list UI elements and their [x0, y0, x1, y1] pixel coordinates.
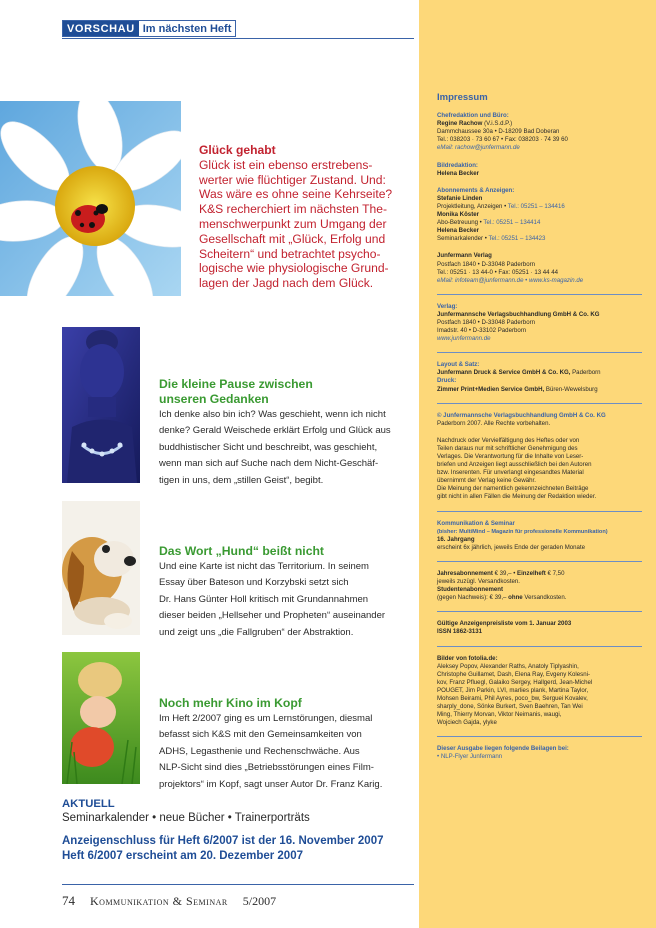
contact-role: Projektleitung, Anzeigen • — [437, 202, 508, 210]
section-tag: VORSCHAU — [63, 21, 139, 36]
article-line: ADHS, Legasthenie und Rechenschwäche. Aus — [159, 745, 360, 757]
magazine-info-block — [437, 520, 642, 552]
copyright-line: Paderborn 2007. Alle Rechte vorbehalten. — [437, 419, 551, 427]
price-label: Jahresabonnement — [437, 569, 493, 577]
publisher-address: Postfach 1840 • D-33048 Paderborn — [437, 260, 536, 268]
contact-role: Seminarkalender • — [437, 235, 489, 243]
credit-line: kov, Franz Pfluegl, Galaiko Sergey, Hallgerd, Jean-Michel — [437, 678, 593, 686]
publisher-phone: Tel.: 05251 · 13 44-0 • Fax: 05251 · 13 44 44 — [437, 268, 559, 276]
separator — [437, 646, 642, 647]
header-rule — [62, 38, 414, 39]
bildredaktion-block — [437, 162, 642, 178]
page-footer — [62, 893, 276, 909]
article-line: und zeigt uns „die Fallgruben“ der Abstraktion. — [159, 626, 354, 638]
contact-name: Monika Köster — [437, 211, 479, 219]
contact-phone: Tel.: 05251 – 134414 — [483, 219, 541, 227]
article-line: logische wie physiologische Grund- — [199, 261, 389, 276]
chef-suffix: (V.i.S.d.P.) — [482, 120, 513, 128]
separator — [437, 403, 642, 404]
chefredaktion-block — [437, 112, 642, 152]
impressum-sidebar — [419, 0, 656, 928]
block-heading: Kommunikation & Seminar — [437, 519, 515, 527]
article-line: Glück ist ein ebenso erstrebens- — [199, 157, 373, 172]
junfermann-verlag-block — [437, 252, 642, 284]
deadline-issue: Heft 6/2007 erscheint am 20. Dezember 2007 — [62, 849, 303, 862]
child-grass-photo — [62, 652, 140, 784]
copyright-block — [437, 412, 642, 428]
article-pause — [159, 377, 414, 489]
article-line: lagen der Jagd nach dem Glück. — [199, 276, 374, 291]
photo-credits-block — [437, 655, 642, 728]
contact-role: Abo-Betreuung • — [437, 219, 484, 227]
block-heading: Abonnements & Anzeigen: — [437, 186, 515, 194]
separator — [437, 611, 642, 612]
article-title: Noch mehr Kino im Kopf — [159, 696, 302, 710]
contact-phone: Tel.: 05251 – 134423 — [488, 235, 546, 243]
buddha-photo — [62, 327, 140, 483]
article-line: wenn man sich auf Suche nach dem Nicht-Geschäf- — [159, 458, 379, 470]
credit-line: sharply_done, Sönke Burkert, Sven Baehren, Tan Wei — [437, 703, 583, 711]
issue-number: 5/2007 — [242, 894, 277, 908]
article-line: Scheitern“ und betrachtet psycho- — [199, 246, 381, 261]
layout-city: Paderborn — [570, 369, 601, 377]
verlag-address: Postfach 1840 • D-33048 Paderborn — [437, 318, 536, 326]
price-label: Einzelheft — [517, 569, 546, 577]
block-heading: Verlag: — [437, 302, 458, 310]
druck-city: Büren-Wewelsburg — [544, 385, 598, 393]
block-heading: Chefredaktion und Büro: — [437, 112, 509, 120]
separator — [437, 294, 642, 295]
legal-line: bzw. Inserenten. Für unverlangt eingesandtes Material — [437, 469, 584, 477]
legal-line: Die Meinung der namentlich gekennzeichneten Beiträge — [437, 485, 589, 493]
price-list-block — [437, 620, 642, 636]
credit-line: Wojciech Gajda, ylyke — [437, 719, 497, 727]
block-heading: Layout & Satz: — [437, 361, 480, 369]
price-value: € 7,50 — [545, 569, 565, 577]
article-line: Im Heft 2/2007 ging es um Lernstörungen, diesmal — [159, 713, 373, 724]
magazine-frequency: erscheint 6x jährlich, jeweils Ende der geraden Monate — [437, 543, 586, 551]
separator — [437, 511, 642, 512]
article-glueck — [199, 143, 411, 291]
publisher-email-link[interactable]: eMail: infoteam@junfermann.de • www.ks-magazin.de — [437, 276, 584, 284]
ladybug-daisy-photo — [0, 101, 181, 296]
article-line: projektors“ im Kopf, sagt unser Autor Dr. Franz Karig. — [159, 778, 383, 790]
price-note: jeweils zuzügl. Versandkosten. — [437, 578, 520, 586]
verlag-website-link[interactable]: www.junfermann.de — [437, 335, 491, 343]
layout-druck-block — [437, 361, 642, 393]
abo-block — [437, 187, 642, 244]
section-subtitle: Im nächsten Heft — [139, 21, 236, 36]
magazine-year: 16. Jahrgang — [437, 535, 475, 543]
article-line: Ich denke also bin ich? Was geschieht, wenn ich nicht — [159, 409, 386, 420]
article-line: Dr. Hans Günter Holl kritisch mit Grundannahmen — [159, 593, 369, 605]
chef-address: Dammchaussee 30a • D-18209 Bad Doberan — [437, 128, 560, 136]
contact-name: Stefanie Linden — [437, 194, 483, 202]
deadline-ad: Anzeigenschluss für Heft 6/2007 ist der 16. November 2007 — [62, 835, 384, 847]
block-heading: Druck: — [437, 377, 457, 385]
article-line: dieser beiden „Hellseher und Propheten“ auseinander — [159, 610, 386, 622]
article-line: buddhistischer Sicht und beschreibt, was geschieht, — [159, 441, 378, 453]
article-kino — [159, 696, 414, 793]
article-line: NLP-Sicht sind dies „Betriebsstörungen eines Film- — [159, 762, 374, 774]
separator — [437, 736, 642, 737]
credit-line: Ming, Thierry Morvan, Viktor Neimanis, waugi, — [437, 711, 562, 719]
legal-line: gibt nicht in allen Fällen die Meinung der Redaktion wieder. — [437, 493, 597, 501]
contact-name: Helena Becker — [437, 227, 480, 235]
article-line: tigen in uns, dem „stillen Geist“, begibt. — [159, 474, 324, 486]
chef-phone: Tel.: 038203 · 73 60 67 • Fax: 038203 · 74 39 60 — [437, 136, 568, 144]
legal-line: briefen und Anzeigen liegt ausschließlich bei den Autoren — [437, 461, 592, 469]
legal-line: Teilen daraus nur mit schriftlicher Genehmigung des — [437, 444, 578, 452]
article-line: Essay über Bateson und Korzybski setzt sich — [159, 577, 349, 589]
separator — [437, 561, 642, 562]
price-value: € 39,– • — [492, 569, 518, 577]
publisher-name: Junfermann Verlag — [437, 252, 492, 260]
article-hund — [159, 544, 414, 641]
student-price: (gegen Nachweis): € 39,– — [437, 594, 509, 602]
layout-name: Junfermann Druck & Service GmbH & Co. KG, — [437, 369, 571, 377]
aktuell-subline: Seminarkalender • neue Bücher • Trainerporträts — [62, 812, 310, 824]
page-number: 74 — [62, 893, 75, 908]
article-line: menschwerpunkt zum Umgang der — [199, 216, 387, 231]
block-heading: Bildredaktion: — [437, 161, 478, 169]
block-heading: Dieser Ausgabe liegen folgende Beilagen bei: — [437, 745, 569, 753]
credit-line: Aleksey Popov, Alexander Raths, Anatoly Tiplyashin, — [437, 662, 579, 670]
aktuell-heading: AKTUELL — [62, 798, 115, 810]
separator — [437, 352, 642, 353]
article-title: Glück gehabt — [199, 143, 276, 157]
article-title: Die kleine Pause zwischen — [159, 377, 313, 391]
price-list-line: Gültige Anzeigenpreisliste vom 1. Januar 2003 — [437, 620, 572, 628]
aktuell-section — [62, 798, 414, 864]
magazine-former-name: (bisher: MultiMind – Magazin für professionelle Kommunikation) — [437, 528, 608, 535]
impressum-title: Impressum — [437, 92, 488, 103]
credit-line: Mohsen Beirami, Phil Ayres, poco_bw, Serguei Kovalev, — [437, 694, 588, 702]
article-line: Gesellschaft mit „Glück, Erfolg und — [199, 231, 386, 246]
chef-email-link[interactable]: eMail: rachow@junfermann.de — [437, 144, 520, 152]
article-title: Das Wort „Hund“ beißt nicht — [159, 544, 324, 558]
article-line: Und eine Karte ist nicht das Territorium. In seinem — [159, 561, 369, 572]
issn-line: ISSN 1862-3131 — [437, 628, 483, 636]
price-block — [437, 570, 642, 602]
legal-line: übernimmt der Verlag keine Gewähr. — [437, 477, 536, 485]
beilagen-block — [437, 745, 642, 761]
druck-name: Zimmer Print+Medien Service GmbH, — [437, 385, 545, 393]
legal-line: Verlages. Die Verantwortung für die Inhalte von Leser- — [437, 453, 584, 460]
verlag-block — [437, 303, 642, 343]
article-line: K&S recherchiert im nächsten The- — [199, 202, 387, 217]
article-line: befasst sich K&S mit den Gemeinsamkeiten von — [159, 729, 362, 741]
article-line: denke? Gerald Weischede erklärt Erfolg und Glück aus — [159, 425, 391, 437]
bild-name: Helena Becker — [437, 169, 480, 177]
block-heading: Bilder von fotolia.de: — [437, 654, 498, 662]
verlag-name: Junfermannsche Verlagsbuchhandlung GmbH & Co. KG — [437, 310, 600, 318]
article-line: Was wäre es ohne seine Kehrseite? — [199, 187, 393, 202]
plush-dog-photo — [62, 501, 140, 635]
student-label: Studentenabonnement — [437, 586, 504, 594]
section-header — [62, 20, 236, 37]
article-title: unseren Gedanken — [159, 392, 269, 406]
verlag-address: Imadstr. 40 • D-33102 Paderborn — [437, 327, 527, 335]
student-note: Versandkosten. — [522, 594, 567, 602]
magazine-name: Kommunikation & Seminar — [90, 894, 228, 908]
legal-line: Nachdruck oder Vervielfältigung des Heftes oder von — [437, 436, 580, 444]
copyright-line: © Junfermannsche Verlagsbuchhandlung GmbH & Co. KG — [437, 411, 606, 419]
article-line: werter wie flüchtiger Zustand. Und: — [199, 172, 386, 187]
credit-line: POUGET, Jim Parkin, LVI, marlies plank, Martina Taylor, — [437, 686, 589, 694]
chef-name: Regine Rachow — [437, 120, 483, 128]
beilage-item: • NLP-Flyer Junfermann — [437, 753, 503, 761]
legal-block — [437, 437, 642, 502]
footer-rule — [62, 884, 414, 885]
contact-phone: Tel.: 05251 – 134416 — [507, 202, 565, 210]
student-emph: ohne — [508, 594, 523, 602]
credit-line: Christophe Guillamet, Dash, Elena Ray, Evgeny Kolesni- — [437, 670, 590, 678]
